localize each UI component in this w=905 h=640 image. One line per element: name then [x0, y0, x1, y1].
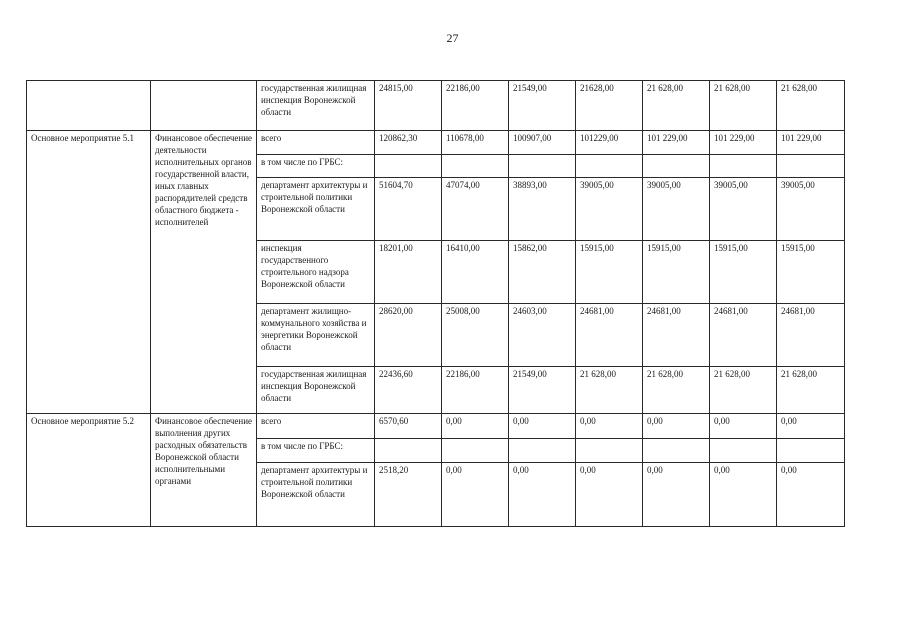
value-cell: 38893,00 — [509, 178, 576, 241]
value-cell: 24681,00 — [643, 304, 710, 367]
value-cell: 39005,00 — [643, 178, 710, 241]
value-cell — [777, 155, 845, 178]
value-cell: 101 229,00 — [777, 131, 845, 155]
value-cell: 0,00 — [576, 463, 643, 527]
value-cell: 39005,00 — [710, 178, 777, 241]
table-row — [27, 131, 845, 155]
executor-cell: в том числе по ГРБС: — [257, 439, 375, 463]
value-cell: 21628,00 — [576, 81, 643, 131]
executor-cell: в том числе по ГРБС: — [257, 155, 375, 178]
value-cell: 120862,30 — [375, 131, 442, 155]
value-cell — [375, 155, 442, 178]
page-number: 27 — [446, 31, 459, 45]
activity-cell: Основное мероприятие 5.1 — [27, 131, 151, 414]
value-cell: 0,00 — [442, 463, 509, 527]
value-cell: 15862,00 — [509, 241, 576, 304]
value-cell: 6570,60 — [375, 414, 442, 439]
value-cell: 39005,00 — [576, 178, 643, 241]
value-cell: 21549,00 — [509, 81, 576, 131]
description-cell: Финансовое обеспечение выполнения других расходных обязательств Воронежской области исполнительными органами — [151, 414, 257, 527]
value-cell: 22436,60 — [375, 367, 442, 414]
value-cell: 21 628,00 — [777, 367, 845, 414]
value-cell: 22186,00 — [442, 81, 509, 131]
value-cell — [375, 439, 442, 463]
value-cell: 15915,00 — [643, 241, 710, 304]
value-cell: 15915,00 — [777, 241, 845, 304]
executor-cell: департамент архитектуры и строительной политики Воронежской области — [257, 463, 375, 527]
value-cell — [576, 439, 643, 463]
table-row — [27, 81, 845, 131]
value-cell: 0,00 — [509, 414, 576, 439]
value-cell: 25008,00 — [442, 304, 509, 367]
value-cell: 16410,00 — [442, 241, 509, 304]
value-cell — [576, 155, 643, 178]
value-cell: 100907,00 — [509, 131, 576, 155]
value-cell — [643, 155, 710, 178]
value-cell: 51604,70 — [375, 178, 442, 241]
value-cell: 0,00 — [509, 463, 576, 527]
value-cell: 21 628,00 — [710, 367, 777, 414]
value-cell: 24815,00 — [375, 81, 442, 131]
value-cell: 0,00 — [442, 414, 509, 439]
executor-cell: государственная жилищная инспекция Воронежской области — [257, 81, 375, 131]
value-cell: 24681,00 — [576, 304, 643, 367]
value-cell: 21 628,00 — [777, 81, 845, 131]
executor-cell: департамент жилищно-коммунального хозяйства и энергетики Воронежской области — [257, 304, 375, 367]
value-cell: 21549,00 — [509, 367, 576, 414]
description-cell — [151, 81, 257, 131]
executor-cell: всего — [257, 414, 375, 439]
budget-table — [26, 80, 845, 527]
value-cell — [442, 155, 509, 178]
value-cell: 47074,00 — [442, 178, 509, 241]
value-cell: 101229,00 — [576, 131, 643, 155]
value-cell: 101 229,00 — [643, 131, 710, 155]
value-cell — [509, 439, 576, 463]
value-cell — [777, 439, 845, 463]
value-cell: 21 628,00 — [576, 367, 643, 414]
value-cell: 15915,00 — [576, 241, 643, 304]
value-cell: 24681,00 — [777, 304, 845, 367]
value-cell: 0,00 — [576, 414, 643, 439]
value-cell: 0,00 — [643, 463, 710, 527]
value-cell: 28620,00 — [375, 304, 442, 367]
value-cell: 21 628,00 — [643, 367, 710, 414]
value-cell — [442, 439, 509, 463]
value-cell: 24603,00 — [509, 304, 576, 367]
executor-cell: инспекция государственного строительного надзора Воронежской области — [257, 241, 375, 304]
executor-cell: всего — [257, 131, 375, 155]
description-cell: Финансовое обеспечение деятельности исполнительных органов государственной власти, иных главных распорядителей средств областного бюджета - исполнителей — [151, 131, 257, 414]
value-cell: 18201,00 — [375, 241, 442, 304]
value-cell — [509, 155, 576, 178]
value-cell: 24681,00 — [710, 304, 777, 367]
value-cell: 110678,00 — [442, 131, 509, 155]
activity-cell: Основное мероприятие 5.2 — [27, 414, 151, 527]
value-cell: 0,00 — [710, 463, 777, 527]
value-cell: 21 628,00 — [710, 81, 777, 131]
value-cell: 21 628,00 — [643, 81, 710, 131]
value-cell: 0,00 — [643, 414, 710, 439]
value-cell: 39005,00 — [777, 178, 845, 241]
value-cell: 0,00 — [710, 414, 777, 439]
value-cell — [643, 439, 710, 463]
value-cell: 15915,00 — [710, 241, 777, 304]
value-cell: 2518,20 — [375, 463, 442, 527]
value-cell: 0,00 — [777, 414, 845, 439]
value-cell: 101 229,00 — [710, 131, 777, 155]
value-cell: 0,00 — [777, 463, 845, 527]
executor-cell: государственная жилищная инспекция Воронежской области — [257, 367, 375, 414]
activity-cell — [27, 81, 151, 131]
table-row — [27, 414, 845, 439]
value-cell: 22186,00 — [442, 367, 509, 414]
value-cell — [710, 439, 777, 463]
value-cell — [710, 155, 777, 178]
executor-cell: департамент архитектуры и строительной политики Воронежской области — [257, 178, 375, 241]
